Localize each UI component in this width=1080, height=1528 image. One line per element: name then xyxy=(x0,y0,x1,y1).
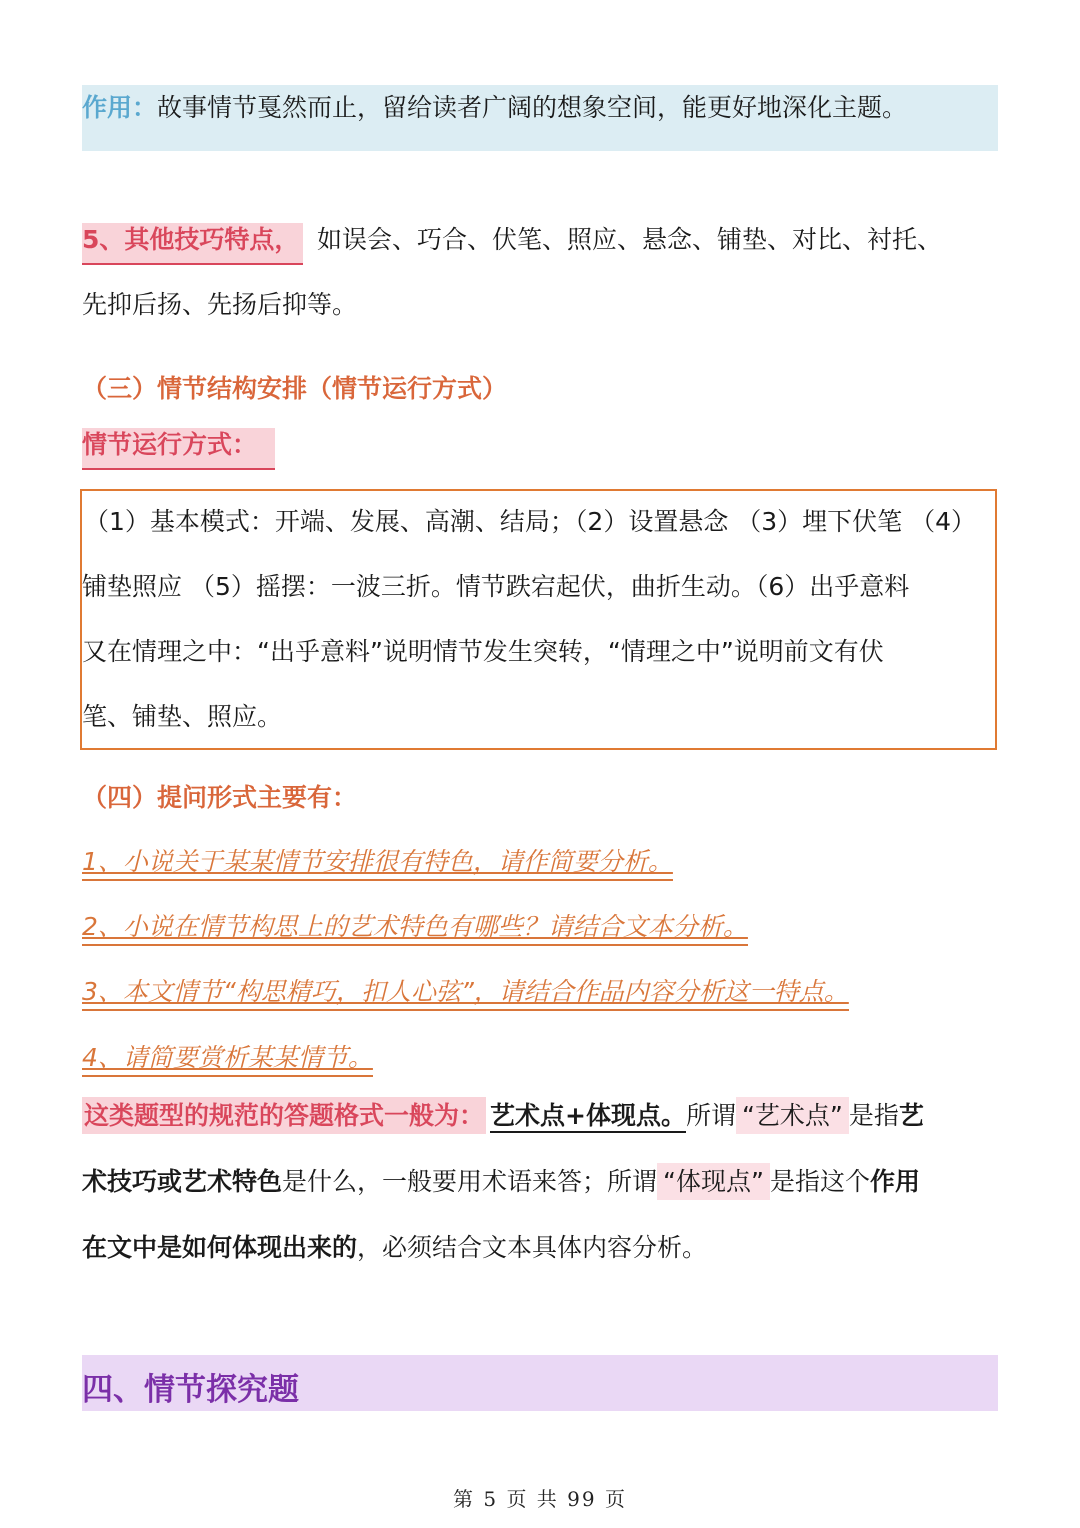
mode-line-4: 笔、铺垫、照应。 xyxy=(82,702,283,731)
format-line-3 xyxy=(82,1235,707,1260)
format-formula: 艺术点+体现点。 xyxy=(490,1101,686,1133)
question-item-4: 4、请简要赏析某某情节。 xyxy=(82,1038,373,1077)
format-reflect-point: “体现点” xyxy=(657,1163,770,1200)
format-bold-1b: 术技巧或艺术特色 xyxy=(82,1167,283,1196)
question-item-2: 2、小说在情节构思上的艺术特色有哪些？请结合文本分析。 xyxy=(82,907,748,946)
page-footer: 第 5 页 共 99 页 xyxy=(453,1487,627,1511)
format-text-4: 是指这个 xyxy=(769,1167,870,1196)
question-item-3: 3、本文情节“构思精巧，扣人心弦”，请结合作品内容分析这一特点。 xyxy=(82,972,849,1011)
mode-line-3: 又在情理之中：“出乎意料”说明情节发生突转，“情理之中”说明前文有伏 xyxy=(82,637,884,666)
item5-label: 5、其他技巧特点， xyxy=(82,223,303,265)
format-label: 这类题型的规范的答题格式一般为： xyxy=(82,1097,486,1134)
mode-label: 情节运行方式： xyxy=(82,428,275,470)
format-line-2 xyxy=(82,1169,920,1194)
format-bold-2b: 在文中是如何体现出来的 xyxy=(82,1233,358,1262)
mode-line-2: 铺垫照应 （5）摇摆：一波三折。情节跌宕起伏，曲折生动。（6）出乎意料 xyxy=(82,572,910,601)
format-text-3: 是什么，一般要用术语来答；所谓 xyxy=(282,1167,658,1196)
effect-text: 故事情节戛然而止，留给读者广阔的想象空间，能更好地深化主题。 xyxy=(157,93,908,122)
effect-paragraph xyxy=(82,95,907,120)
effect-label: 作用： xyxy=(82,93,158,122)
format-text-5: ，必须结合文本具体内容分析。 xyxy=(357,1233,708,1262)
section3-heading: （三）情节结构安排（情节运行方式） xyxy=(82,374,508,403)
question-item-1: 1、小说关于某某情节安排很有特色，请作简要分析。 xyxy=(82,842,673,881)
format-text-2: 是指 xyxy=(848,1101,899,1130)
format-art-point: “艺术点” xyxy=(736,1097,849,1134)
format-bold-1a: 艺 xyxy=(898,1101,924,1130)
mode-line-1: （1）基本模式：开端、发展、高潮、结局；（2）设置悬念 （3）埋下伏笔 （4） xyxy=(84,507,977,536)
section4-heading: （四）提问形式主要有： xyxy=(82,783,358,812)
format-line-1 xyxy=(82,1103,924,1128)
format-text-1: 所谓 xyxy=(685,1101,736,1130)
section-four-heading: 四、情节探究题 xyxy=(82,1372,299,1408)
item5-text-line2: 先抑后扬、先扬后抑等。 xyxy=(82,290,358,319)
format-bold-2a: 作用 xyxy=(869,1167,920,1196)
item5-text-line1: 如误会、巧合、伏笔、照应、悬念、铺垫、对比、衬托、 xyxy=(317,225,943,254)
